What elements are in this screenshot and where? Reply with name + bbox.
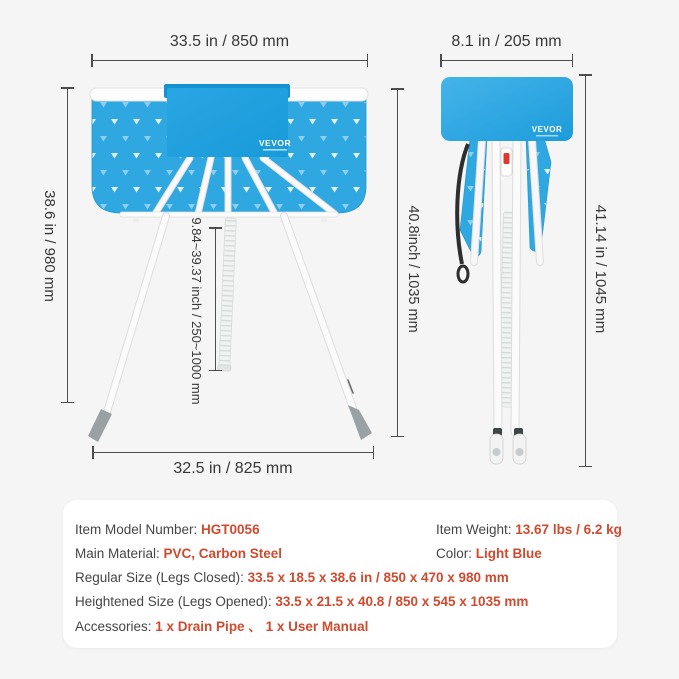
- folded-top-panel: [441, 77, 573, 141]
- dim-label-open-top-width: 33.5 in / 850 mm: [169, 33, 290, 50]
- dim-bar: [397, 88, 398, 437]
- spec-row-material-color: [75, 545, 607, 563]
- spec-value: 1 x Drain Pipe 、 1 x User Manual: [155, 619, 369, 634]
- open-bathtub-figure: [85, 80, 385, 450]
- dim-line-open-left-height: [61, 87, 74, 403]
- spec-value: 13.67 lbs / 6.2 kg: [515, 522, 622, 537]
- dim-bar: [585, 74, 586, 467]
- dim-label-leg-adjust-range: 9.84~39.37 inch / 250~1000 mm: [189, 217, 204, 405]
- spec-label: Item Model Number:: [75, 522, 202, 537]
- spec-material: [75, 546, 282, 561]
- red-lock-button: [504, 153, 510, 164]
- spec-value: HGT0056: [201, 522, 260, 537]
- dim-line-leg-adjust-range: [209, 227, 222, 371]
- spec-label: Regular Size (Legs Closed):: [75, 570, 248, 585]
- dim-cap: [579, 74, 592, 76]
- left-foot: [88, 409, 112, 442]
- dim-cap: [92, 446, 94, 459]
- dim-line-open-bottom-width: [92, 446, 374, 459]
- brand-logo-folded: VEVOR: [531, 125, 563, 134]
- spec-regular-size: [75, 570, 509, 585]
- spec-value: PVC, Carbon Steel: [163, 546, 283, 561]
- dim-cap: [61, 402, 74, 404]
- dim-cap: [209, 370, 222, 372]
- spec-model: [75, 522, 260, 537]
- dim-cap: [391, 88, 404, 90]
- spec-accessories: [75, 619, 368, 634]
- dim-cap: [373, 446, 375, 459]
- spec-label: Item Weight:: [436, 522, 516, 537]
- brand-tagline-line: [263, 149, 287, 151]
- dim-label-folded-right-height: 41.14 in / 1045 mm: [592, 204, 609, 334]
- spec-value: Light Blue: [475, 546, 542, 561]
- spec-value: 33.5 x 21.5 x 40.8 / 850 x 545 x 1035 mm: [275, 594, 529, 609]
- dim-cap: [572, 54, 574, 67]
- dim-line-open-right-height: [391, 88, 404, 437]
- spec-heightened-size: [75, 594, 528, 609]
- dim-cap: [579, 466, 592, 468]
- spec-row-regular-size: [75, 569, 607, 587]
- dim-line-folded-top-width: [440, 54, 573, 67]
- folded-feet: [490, 428, 526, 464]
- spec-panel: [63, 500, 622, 648]
- dim-cap: [440, 54, 442, 67]
- dim-label-open-bottom-width: 32.5 in / 825 mm: [173, 460, 293, 477]
- spec-row-model-weight: [75, 521, 622, 539]
- spec-label: Color:: [436, 546, 476, 561]
- dim-bar: [440, 60, 573, 61]
- brand-tagline-line-folded: [536, 135, 558, 137]
- spec-row-accessories: [75, 618, 607, 636]
- spec-label: Main Material:: [75, 546, 164, 561]
- spec-weight: [436, 521, 622, 538]
- dim-line-open-top-width: [91, 54, 368, 67]
- dim-bar: [215, 227, 216, 371]
- dim-label-open-right-height: 40.8inch / 1035 mm: [405, 205, 421, 333]
- dim-cap: [391, 436, 404, 438]
- dim-cap: [209, 227, 222, 229]
- dim-cap: [91, 54, 93, 67]
- right-foot: [348, 405, 372, 440]
- spec-label: Accessories:: [75, 619, 156, 634]
- dim-bar: [91, 60, 368, 61]
- brand-logo-open: VEVOR: [258, 138, 292, 148]
- dim-line-folded-right-height: [579, 74, 592, 467]
- lock-clip: [501, 148, 512, 176]
- dim-cap: [61, 87, 74, 89]
- dim-cap: [367, 54, 369, 67]
- dim-label-open-left-height: 38.6 in / 980 mm: [41, 190, 58, 302]
- spec-color: [436, 545, 542, 562]
- dim-bar: [67, 87, 68, 403]
- spec-label: Heightened Size (Legs Opened):: [75, 594, 276, 609]
- tub-front-flap: [164, 84, 291, 157]
- spec-value: 33.5 x 18.5 x 38.6 in / 850 x 470 x 980 mm: [247, 570, 509, 585]
- spec-row-heightened-size: [75, 593, 607, 611]
- dim-label-folded-top-width: 8.1 in / 205 mm: [451, 33, 562, 50]
- dim-bar: [92, 452, 374, 453]
